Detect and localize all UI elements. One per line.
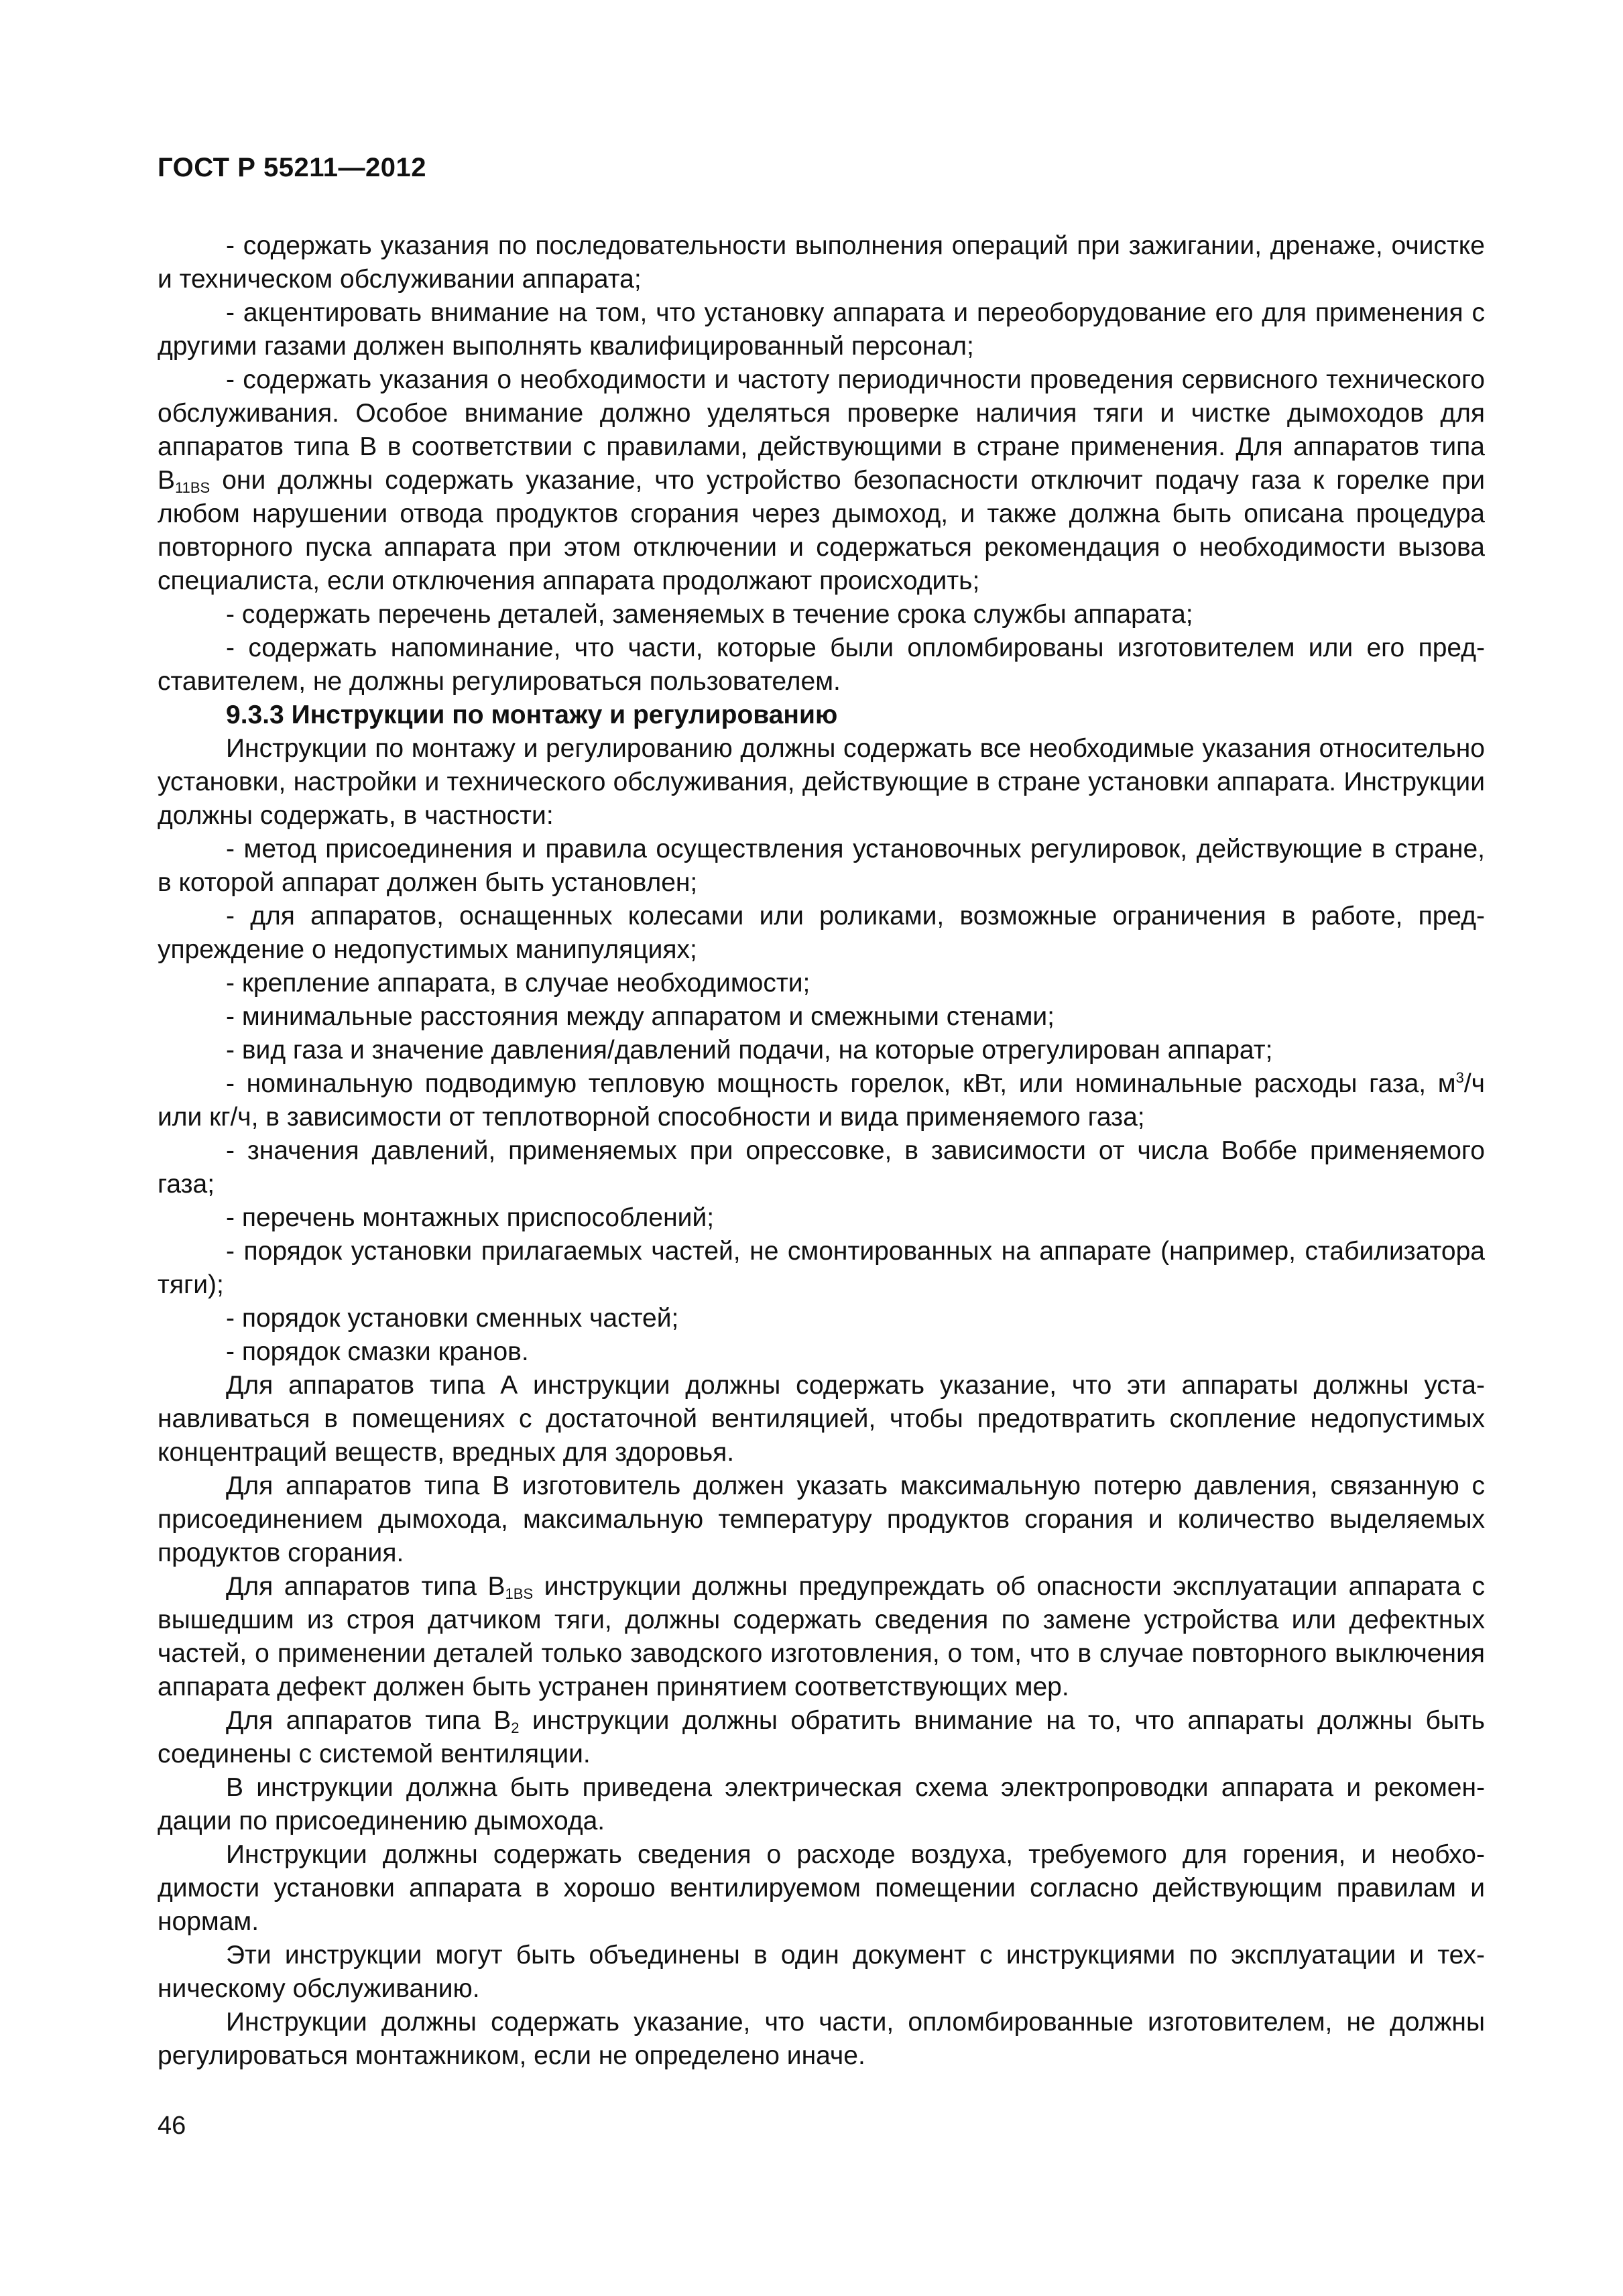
paragraph: - акцентировать внимание на том, что установку аппарата и переоборудование его для применения с другими газами должен выполнять квалифицированный персонал; — [158, 298, 1485, 361]
text-run: Для аппаратов типа В — [226, 1572, 505, 1601]
paragraph: Инструкции по монтажу и регулированию должны содержать все необходимые указания относительно установки, настройки и технического обслуживания, действующие в стране установки аппарата. Инструкции должны содержать, в частности: — [158, 734, 1485, 830]
paragraph: - метод присоединения и правила осуществления установочных регулировок, действующие в стране, в которой аппарат должен быть установлен; — [158, 835, 1485, 897]
paragraph: - порядок установки прилагаемых частей, не смонтированных на аппарате (например, стабилизатора тяги); — [158, 1237, 1485, 1299]
paragraph: - порядок смазки кранов. — [226, 1337, 529, 1366]
document-header: ГОСТ Р 55211—2012 — [158, 153, 426, 182]
paragraph: Для аппаратов типа А инструкции должны содержать указание, что эти аппараты должны устанавливаться в помещениях с достаточной вентиляцией, чтобы предотвратить скопление недопустимых концентраций веществ, вредных для здоровья. — [158, 1371, 1485, 1467]
subscript: 2 — [511, 1719, 520, 1736]
paragraph: Эти инструкции могут быть объединены в один документ с инструкциями по эксплуатации и техническому обслуживанию. — [158, 1941, 1485, 2003]
paragraph: - для аппаратов, оснащенных колесами или роликами, возможные ограничения в работе, предупреждение о недопустимых манипуляциях; — [158, 902, 1485, 964]
superscript: 3 — [1455, 1069, 1464, 1086]
paragraph: - порядок установки сменных частей; — [226, 1304, 679, 1333]
text-run: - номинальную подводимую тепловую мощность горелок, кВт, или номинальные расходы газа, м — [226, 1069, 1456, 1098]
text-run: они должны содержать указание, что устройство безопасности отключит подачу газа к горелке при любом нарушении отвода продуктов сгорания через дымоход, и также должна быть описана процедура повторного пуска аппарата при этом отключении и содержаться рекомендация о необходимости вызова специалиста, если отключения аппарата продолжают происходить; — [158, 466, 1485, 595]
text-run: инструкции должны обратить внимание на то, что аппараты должны быть соединены с системой вентиляции. — [158, 1706, 1485, 1768]
text-run: /ч или кг/ч, в зависимости от теплотворной способности и вида применяемого газа; — [158, 1069, 1485, 1132]
paragraph: - содержать указания по последовательности выполнения операций при зажигании, дренаже, очистке и техническом обслуживании аппарата; — [158, 231, 1485, 294]
paragraph: Инструкции должны содержать сведения о расходе воздуха, требуемого для горения, и необходимости установки аппарата в хорошо вентилируемом помещении согласно действующим правилам и нормам. — [158, 1840, 1485, 1936]
paragraph — [158, 1704, 1485, 1771]
paragraph — [158, 363, 1485, 598]
page-number: 46 — [158, 2112, 186, 2140]
paragraph: - вид газа и значение давления/давлений подачи, на которые отрегулирован аппарат; — [226, 1036, 1273, 1065]
paragraph: - содержать перечень деталей, заменяемых в течение срока службы аппарата; — [226, 600, 1193, 629]
subscript: 1BS — [505, 1585, 534, 1602]
paragraph: - перечень монтажных приспособлений; — [226, 1203, 715, 1232]
paragraph — [158, 1067, 1485, 1134]
subscript: 11BS — [175, 479, 211, 496]
paragraph: - значения давлений, применяемых при опрессовке, в зависимости от числа Воббе применяемого газа; — [158, 1136, 1485, 1199]
section-heading: 9.3.3 Инструкции по монтажу и регулированию — [226, 701, 838, 729]
paragraph: В инструкции должна быть приведена электрическая схема электропроводки аппарата и рекомендации по присоединению дымохода. — [158, 1773, 1485, 1835]
paragraph: - минимальные расстояния между аппаратом и смежными стенами; — [226, 1002, 1055, 1031]
paragraph: Инструкции должны содержать указание, что части, опломбированные изготовителем, не должны регулироваться монтажником, если не определено иначе. — [158, 2008, 1485, 2070]
paragraph: Для аппаратов типа В изготовитель должен указать максимальную потерю давления, связанную с присоединением дымохода, максимальную температуру продуктов сгорания и количество выделяемых продуктов сгорания. — [158, 1471, 1485, 1567]
paragraph — [158, 1570, 1485, 1704]
text-run: - содержать указания о необходимости и частоту периодичности проведения сервисного технического обслуживания. Особое внимание должно уделяться проверке наличия тяги и чистке дымоходов для аппаратов типа В в соответствии с правилами, действующими в стране применения. Для аппаратов типа В — [158, 365, 1485, 495]
text-run: Для аппаратов типа В — [226, 1706, 512, 1735]
paragraph: - содержать напоминание, что части, которые были опломбированы изготовителем или его представителем, не должны регулироваться пользователем. — [158, 633, 1485, 696]
paragraph: - крепление аппарата, в случае необходимости; — [226, 969, 810, 998]
document-body — [158, 229, 1485, 2073]
text-run: инструкции должны предупреждать об опасности эксплуатации аппарата с вышедшим из строя датчиком тяги, должны содержать сведения по замене устройства или дефектных частей, о применении деталей только заводского изготовления, о том, что в случае повторного выключения аппарата дефект должен быть устранен принятием соответствующих мер. — [158, 1572, 1485, 1701]
